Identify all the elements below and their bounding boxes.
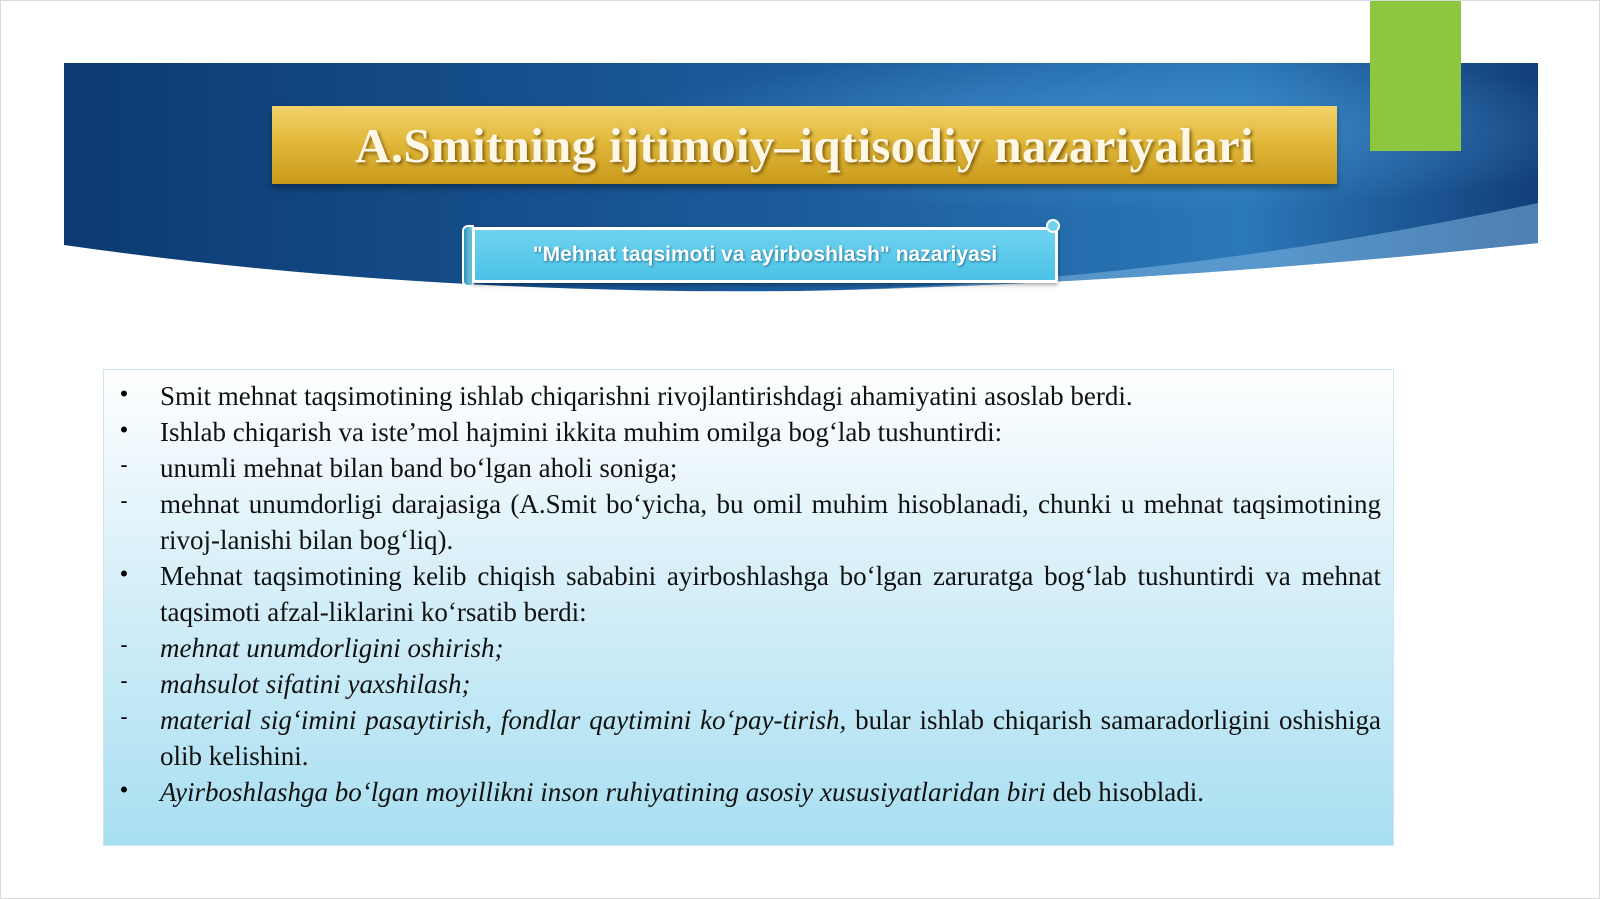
dash-marker: - <box>120 488 128 513</box>
list-item <box>104 378 1395 414</box>
item-text: Ishlab chiqarish va iste’mol hajmini ikkita muhim omilga bog‘lab tushuntirdi: <box>160 417 1003 447</box>
item-text-italic: material sig‘imini pasaytirish, fondlar qaytimini ko‘pay-tirish, <box>160 705 847 735</box>
list-item <box>104 630 1395 666</box>
bullet-marker: • <box>120 777 128 802</box>
item-text-italic: mehnat unumdorligini oshirish; <box>160 633 504 663</box>
item-text: Mehnat taqsimotining kelib chiqish sababini ayirboshlashga bo‘lgan zaruratga bog‘lab tushuntirdi va mehnat taqsimoti afzal-liklarini ko‘rsatib berdi: <box>160 561 1381 627</box>
item-text: deb hisobladi. <box>1045 777 1204 807</box>
dash-marker: - <box>120 632 128 657</box>
item-text-italic: mahsulot sifatini yaxshilash; <box>160 669 471 699</box>
item-text: bular ishlab chiqarish samaradorligini oshishiga olib kelishini. <box>160 705 1381 771</box>
scroll-curl-right-icon <box>1046 219 1060 233</box>
dash-marker: - <box>120 704 128 729</box>
dash-marker: - <box>120 668 128 693</box>
list-item <box>104 702 1395 774</box>
item-text: unumli mehnat bilan band bo‘lgan aholi soniga; <box>160 453 678 483</box>
subtitle-scroll <box>462 225 1060 287</box>
list-item <box>104 558 1395 630</box>
subtitle-box <box>472 227 1058 283</box>
bullet-marker: • <box>120 417 128 442</box>
slide-subtitle: "Mehnat taqsimoti va ayirboshlash" nazariyasi <box>532 243 998 266</box>
dash-marker: - <box>120 452 128 477</box>
item-text: Smit mehnat taqsimotining ishlab chiqarishni rivojlantirishdagi ahamiyatini asoslab berdi. <box>160 381 1133 411</box>
list-item <box>104 486 1395 558</box>
bullet-marker: • <box>120 561 128 586</box>
item-text: mehnat unumdorligi darajasiga (A.Smit bo‘yicha, bu omil muhim hisoblanadi, chunki u mehnat taqsimotining rivoj-lanishi bilan bog‘liq). <box>160 489 1381 555</box>
list-item <box>104 414 1395 450</box>
item-text-italic: Ayirboshlashga bo‘lgan moyillikni inson ruhiyatining asosiy xususiyatlaridan biri <box>160 777 1046 807</box>
green-accent-bar <box>1370 1 1461 151</box>
bullet-marker: • <box>120 381 128 406</box>
slide-title: A.Smitning ijtimoiy–iqtisodiy nazariyalari <box>355 117 1254 173</box>
list-item <box>104 774 1395 810</box>
list-item <box>104 666 1395 702</box>
bullet-list <box>104 378 1395 810</box>
title-box <box>272 106 1337 184</box>
content-box <box>103 369 1394 846</box>
list-item <box>104 450 1395 486</box>
